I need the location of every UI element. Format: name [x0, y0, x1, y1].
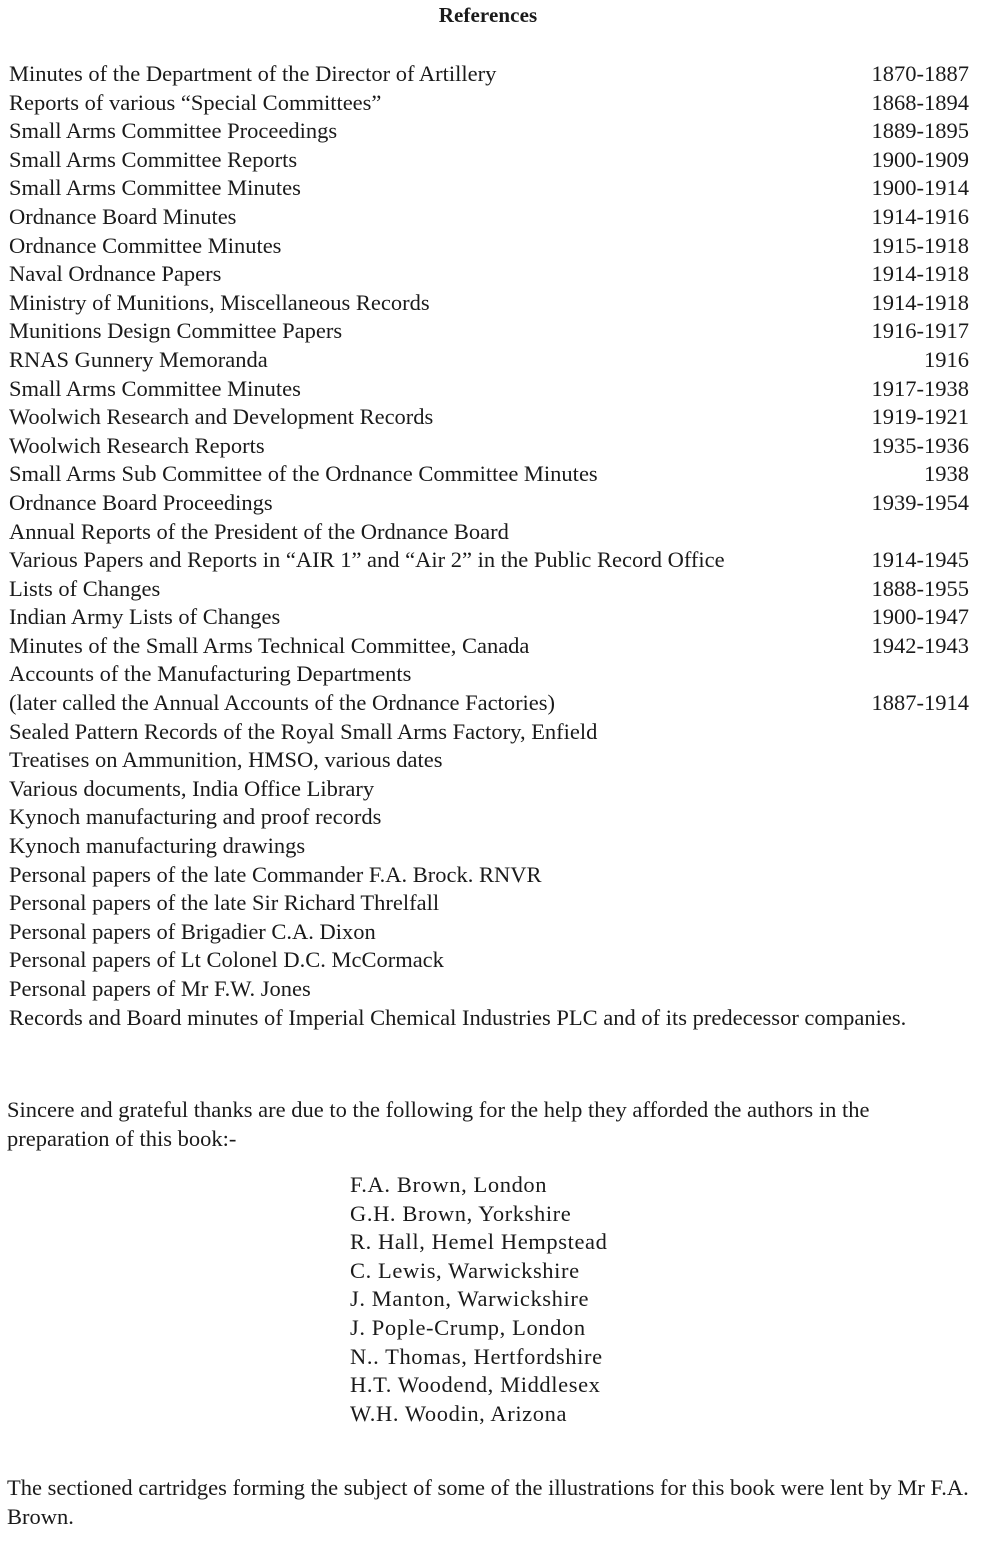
- reference-row: [9, 1004, 969, 1033]
- reference-label: Small Arms Committee Minutes: [9, 175, 301, 201]
- reference-row: [9, 746, 969, 775]
- reference-years: 1900-1909: [871, 146, 969, 172]
- reference-row: [9, 403, 969, 432]
- reference-label: Naval Ordnance Papers: [9, 261, 222, 287]
- reference-label: Kynoch manufacturing and proof records: [9, 804, 382, 830]
- reference-row: [9, 718, 969, 747]
- acknowledged-person: R. Hall, Hemel Hempstead: [350, 1229, 608, 1255]
- reference-label: Ordnance Board Proceedings: [9, 489, 273, 515]
- reference-row: [9, 89, 969, 118]
- reference-years: 1868-1894: [871, 89, 969, 115]
- reference-years: 1935-1936: [871, 432, 969, 458]
- reference-row: [9, 460, 969, 489]
- reference-years: 1915-1918: [871, 232, 969, 258]
- acknowledged-person: W.H. Woodin, Arizona: [350, 1400, 568, 1426]
- reference-years: 1916-1917: [871, 318, 969, 344]
- reference-label: (later called the Annual Accounts of the Ordnance Factories): [9, 690, 556, 716]
- reference-row: [9, 975, 969, 1004]
- reference-years: 1900-1947: [871, 604, 969, 630]
- reference-label: Reports of various “Special Committees”: [9, 89, 382, 115]
- reference-label: Personal papers of Brigadier C.A. Dixon: [9, 918, 376, 944]
- reference-years: 1919-1921: [871, 404, 969, 430]
- reference-row: [9, 317, 969, 346]
- reference-label: Small Arms Committee Minutes: [9, 375, 301, 401]
- acknowledgements-list: [350, 1171, 607, 1428]
- reference-label: RNAS Gunnery Memoranda: [9, 346, 268, 372]
- reference-label: Woolwich Research Reports: [9, 432, 265, 458]
- reference-row: [9, 575, 969, 604]
- reference-row: [9, 660, 969, 689]
- reference-label: Kynoch manufacturing drawings: [9, 833, 306, 859]
- reference-label: Small Arms Committee Reports: [9, 146, 298, 172]
- acknowledged-person: F.A. Brown, London: [350, 1172, 548, 1197]
- reference-label: Munitions Design Committee Papers: [9, 318, 343, 344]
- reference-row: [9, 260, 969, 289]
- reference-years: 1887-1914: [871, 690, 969, 716]
- reference-label: Accounts of the Manufacturing Departments: [9, 661, 412, 687]
- reference-label: Ordnance Committee Minutes: [9, 232, 282, 258]
- reference-label: Small Arms Committee Proceedings: [9, 118, 338, 144]
- reference-label: Annual Reports of the President of the Ordnance Board: [9, 518, 509, 544]
- reference-years: 1914-1918: [871, 289, 969, 315]
- reference-row: [9, 775, 969, 804]
- reference-row: [9, 60, 969, 89]
- acknowledged-person: J. Pople-Crump, London: [350, 1314, 586, 1340]
- reference-label: Various Papers and Reports in “AIR 1” and “Air 2” in the Public Record Office: [9, 547, 725, 573]
- reference-row: [9, 489, 969, 518]
- reference-row: [9, 918, 969, 947]
- reference-years: 1942-1943: [871, 632, 969, 658]
- reference-row: [9, 289, 969, 318]
- reference-years: 1870-1887: [871, 61, 969, 86]
- reference-label: Personal papers of Mr F.W. Jones: [9, 976, 311, 1001]
- reference-row: [9, 518, 969, 547]
- acknowledgements-intro: Sincere and grateful thanks are due to the following for the help they afforded the authors in the preparation of this book:-: [7, 1097, 870, 1151]
- page-title: References: [438, 3, 538, 27]
- reference-row: [9, 432, 969, 461]
- acknowledged-person: G.H. Brown, Yorkshire: [350, 1200, 572, 1226]
- reference-years: 1888-1955: [871, 575, 969, 601]
- reference-label: Personal papers of the late Commander F.A. Brock. RNVR: [9, 861, 542, 887]
- reference-label: Indian Army Lists of Changes: [9, 604, 281, 630]
- reference-years: 1939-1954: [871, 489, 969, 515]
- reference-years: 1916: [924, 346, 969, 372]
- reference-label: Sealed Pattern Records of the Royal Small Arms Factory, Enfield: [9, 718, 598, 744]
- reference-years: 1900-1914: [871, 175, 969, 201]
- reference-years: 1914-1918: [871, 261, 969, 287]
- reference-row: [9, 803, 969, 832]
- reference-label: Various documents, India Office Library: [9, 775, 375, 801]
- reference-row: [9, 832, 969, 861]
- acknowledged-person: H.T. Woodend, Middlesex: [350, 1372, 601, 1398]
- reference-years: 1938: [924, 461, 969, 487]
- reference-label: Personal papers of the late Sir Richard Threlfall: [9, 890, 440, 916]
- acknowledged-person: J. Manton, Warwickshire: [350, 1286, 590, 1312]
- reference-label: Treatises on Ammunition, HMSO, various dates: [9, 747, 443, 773]
- acknowledged-person: C. Lewis, Warwickshire: [350, 1257, 580, 1283]
- reference-label: Ordnance Board Minutes: [9, 203, 237, 229]
- reference-row: [9, 346, 969, 375]
- reference-label: Records and Board minutes of Imperial Chemical Industries PLC and of its predecessor companies.: [9, 1004, 907, 1030]
- reference-row: [9, 889, 969, 918]
- reference-row: [9, 946, 969, 975]
- reference-label: Woolwich Research and Development Records: [9, 404, 434, 430]
- reference-label: Lists of Changes: [9, 575, 161, 601]
- reference-row: [9, 375, 969, 404]
- reference-label: Ministry of Munitions, Miscellaneous Records: [9, 289, 430, 315]
- reference-label: Minutes of the Department of the Director of Artillery: [9, 61, 497, 86]
- reference-row: [9, 146, 969, 175]
- reference-label: Personal papers of Lt Colonel D.C. McCormack: [9, 947, 444, 973]
- reference-years: 1914-1916: [871, 203, 969, 229]
- reference-row: [9, 232, 969, 261]
- reference-years: 1889-1895: [871, 118, 969, 144]
- reference-label: Minutes of the Small Arms Technical Committee, Canada: [9, 632, 530, 658]
- acknowledged-person: N.. Thomas, Hertfordshire: [350, 1343, 603, 1369]
- reference-row: [9, 546, 969, 575]
- reference-row: [9, 603, 969, 632]
- reference-row: [9, 174, 969, 203]
- reference-years: 1917-1938: [871, 375, 969, 401]
- closing-note: The sectioned cartridges forming the subject of some of the illustrations for this book were lent by Mr F.A. Brown.: [7, 1475, 969, 1529]
- reference-row: [9, 689, 969, 718]
- reference-row: [9, 861, 969, 890]
- reference-row: [9, 632, 969, 661]
- reference-years: 1914-1945: [871, 547, 969, 573]
- reference-row: [9, 203, 969, 232]
- references-list: [9, 60, 969, 1032]
- reference-row: [9, 117, 969, 146]
- reference-label: Small Arms Sub Committee of the Ordnance Committee Minutes: [9, 461, 598, 487]
